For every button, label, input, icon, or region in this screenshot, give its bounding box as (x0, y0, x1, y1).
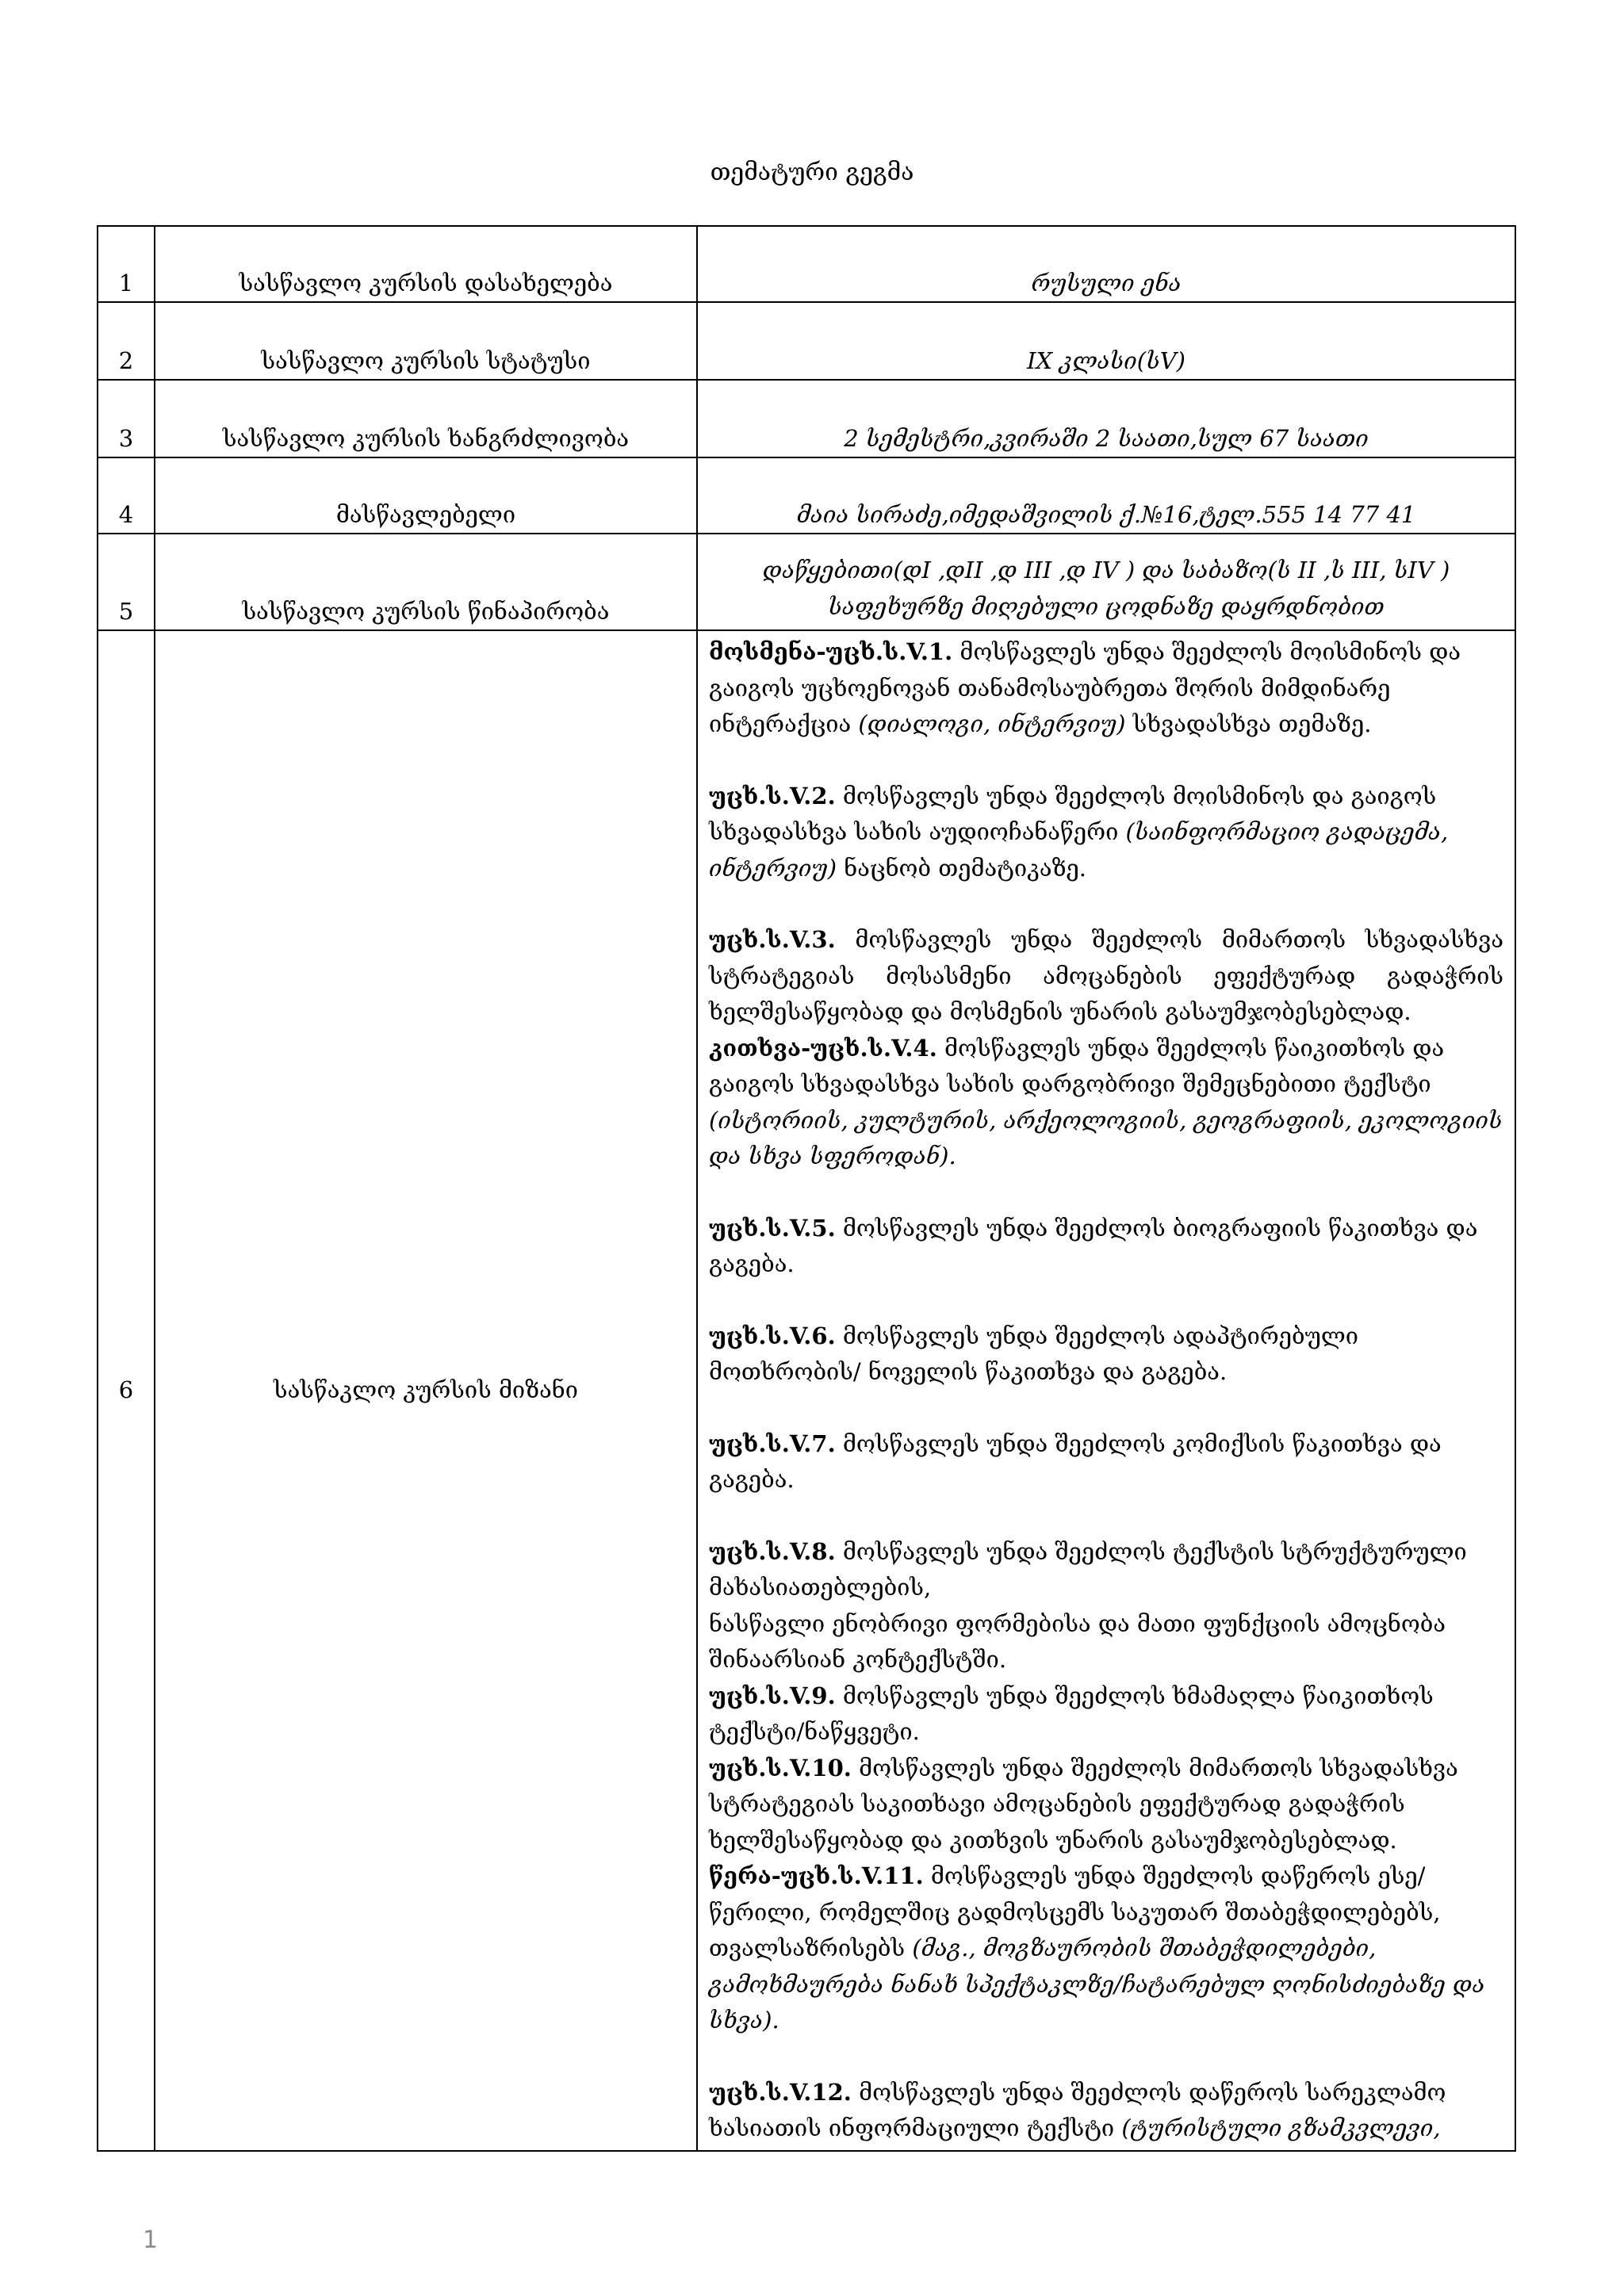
goal-code: მოსმენა-უცხ.ს.V.1. (709, 638, 953, 665)
goal-text: მოსწავლეს უნდა შეეძლოს მიმართოს სხვადასხვა სტრატეგიას მოსასმენი ამოცანების ეფექტურად გადაჭრის ხელშესაწყობად და მოსმენის უნარის გასაუმჯობესებლად. (709, 926, 1503, 1025)
goal-code: უცხ.ს.V.7. (709, 1429, 836, 1457)
row-value (697, 534, 1515, 630)
goal-text: მოსწავლეს უნდა შეეძლოს ტექსტის სტრუქტურული მახასიათებლების, (709, 1537, 1467, 1601)
goal-code: უცხ.ს.V.9. (709, 1682, 836, 1709)
table-row (98, 380, 1515, 457)
row-label: სასწავლო კურსის ხანგრძლივობა (155, 380, 697, 457)
goal-item (709, 2075, 1503, 2147)
goal-text: მოსწავლეს უნდა შეეძლოს მოისმინოს და გაიგოს უცხოენოვან თანამოსაუბრეთა შორის მიმდინარე ინტერაქცია (709, 638, 1461, 737)
goal-text-continued: ნასწავლი ენობრივი ფორმებისა და მათი ფუნქციის ამოცნობა შინაარსიან კონტექსტში. (709, 1609, 1446, 1673)
goal-item (709, 1318, 1503, 1391)
goal-item (709, 922, 1503, 1031)
row-number: 4 (98, 457, 155, 534)
row-label: სასწავლო კურსის წინაპირობა (155, 534, 697, 630)
goal-item (709, 634, 1503, 743)
row-number: 2 (98, 302, 155, 380)
goal-text: მოსწავლეს უნდა შეეძლოს დაწეროს სარეკლამო ხასიათის ინფორმაციული ტექსტი (709, 2078, 1446, 2141)
goal-example: (ტურისტული გზამკვლევი, (1121, 2114, 1441, 2141)
goal-item (709, 1031, 1503, 1175)
row-label: სასწაკლო კურსის მიზანი (155, 630, 697, 2151)
row-value: IX კლასი(სV) (697, 302, 1515, 380)
row-label: სასწავლო კურსის დასახელება (155, 226, 697, 302)
goal-text: მოსწავლეს უნდა შეეძლოს წაიკითხოს და გაიგოს სხვადასხვა სახის დარგობრივი შემეცნებითი ტექსტი (709, 1034, 1445, 1097)
course-goals-cell (697, 630, 1515, 2151)
row-value: 2 სემესტრი,კვირაში 2 საათი,სულ 67 საათი (697, 380, 1515, 457)
row-number: 3 (98, 380, 155, 457)
table-row (98, 457, 1515, 534)
goal-code: უცხ.ს.V.12. (709, 2078, 852, 2106)
goal-example: (ისტორიის, კულტურის, არქეოლოგიის, გეოგრაფიის, ეკოლოგიის და სხვა სფეროდან). (709, 1106, 1503, 1169)
goal-code: უცხ.ს.V.10. (709, 1754, 852, 1781)
prerequisite-line-1: დაწყებითი(დI ,დII ,დ III ,დ IV ) და საბაზო(ს II ,ს III, სIV ) (762, 557, 1450, 584)
goal-code: უცხ.ს.V.2. (709, 782, 836, 809)
row-value: მაია სირაძე,იმედაშვილის ქ.№16,ტელ.555 14 77 41 (697, 457, 1515, 534)
row-number: 1 (98, 226, 155, 302)
row-label: სასწავლო კურსის სტატუსი (155, 302, 697, 380)
goal-text: მოსწავლეს უნდა შეეძლოს ადაპტირებული მოთხრობის/ ნოველის წაკითხვა და გაგება. (709, 1322, 1358, 1385)
goal-example: (მაგ., მოგზაურობის შთაბეჭდილებები, გამოხმაურება ნანახ სპექტაკლზე/ჩატარებულ ღონისძიებაზე და სხვა). (709, 1934, 1485, 2034)
table-row (98, 630, 1515, 2151)
goal-code: უცხ.ს.V.8. (709, 1537, 836, 1565)
row-number: 5 (98, 534, 155, 630)
goal-example: (დიალოგი, ინტერვიუ) (858, 710, 1126, 737)
goal-text: მოსწავლეს უნდა შეეძლოს მიმართოს სხვადასხვა სტრატეგიას საკითხავი ამოცანების ეფექტურად გადაჭრის ხელშესაწყობად და კითხვის უნარის გასაუმჯობესებლად. (709, 1754, 1458, 1854)
goal-item (709, 1751, 1503, 1859)
goal-text: მოსწავლეს უნდა შეეძლოს ხმამაღლა წაიკითხოს ტექსტი/ნაწყვეტი. (709, 1682, 1434, 1745)
thematic-plan-table (97, 225, 1516, 2152)
goal-item (709, 1678, 1503, 1751)
goal-text: მოსწავლეს უნდა შეეძლოს დაწეროს ესე/წერილი, რომელშიც გადმოსცემს საკუთარ შთაბეჭდილებებს, თვალსაზრისებს (709, 1862, 1441, 1961)
row-number: 6 (98, 630, 155, 2151)
goal-code: უცხ.ს.V.6. (709, 1322, 836, 1349)
goal-item (709, 779, 1503, 887)
page-number: 1 (143, 2226, 159, 2254)
goal-item (709, 1211, 1503, 1283)
goal-code: უცხ.ს.V.3. (709, 926, 836, 953)
goal-text-after: სხვადასხვა თემაზე. (1125, 710, 1372, 737)
goal-code: წერა-უცხ.ს.V.11. (709, 1862, 924, 1889)
goal-item (709, 1426, 1503, 1498)
goal-code: უცხ.ს.V.5. (709, 1214, 836, 1242)
prerequisite-line-2: საფეხურზე მიღებული ცოდნაზე დაყრდნობით (828, 593, 1385, 620)
goal-item (709, 1858, 1503, 2039)
row-label: მასწავლებელი (155, 457, 697, 534)
page-title: თემატური გეგმა (710, 159, 914, 186)
goal-example: (საინფორმაციო გადაცემა, ინტერვიუ) (709, 818, 1449, 882)
table-row (98, 226, 1515, 302)
goal-item (709, 1534, 1503, 1678)
goal-text-after: ნაცნობ თემატიკაზე. (837, 854, 1087, 882)
goal-text: მოსწავლეს უნდა შეეძლოს ბიოგრაფიის წაკითხვა და გაგება. (709, 1214, 1478, 1277)
table-row (98, 302, 1515, 380)
goal-text: მოსწავლეს უნდა შეეძლოს კომიქსის წაკითხვა და გაგება. (709, 1429, 1442, 1493)
row-value: რუსული ენა (697, 226, 1515, 302)
goal-code: კითხვა-უცხ.ს.V.4. (709, 1034, 937, 1062)
goal-text: მოსწავლეს უნდა შეეძლოს მოისმინოს და გაიგოს სხვადასხვა სახის აუდიოჩანაწერი (709, 782, 1437, 845)
table-row (98, 534, 1515, 630)
